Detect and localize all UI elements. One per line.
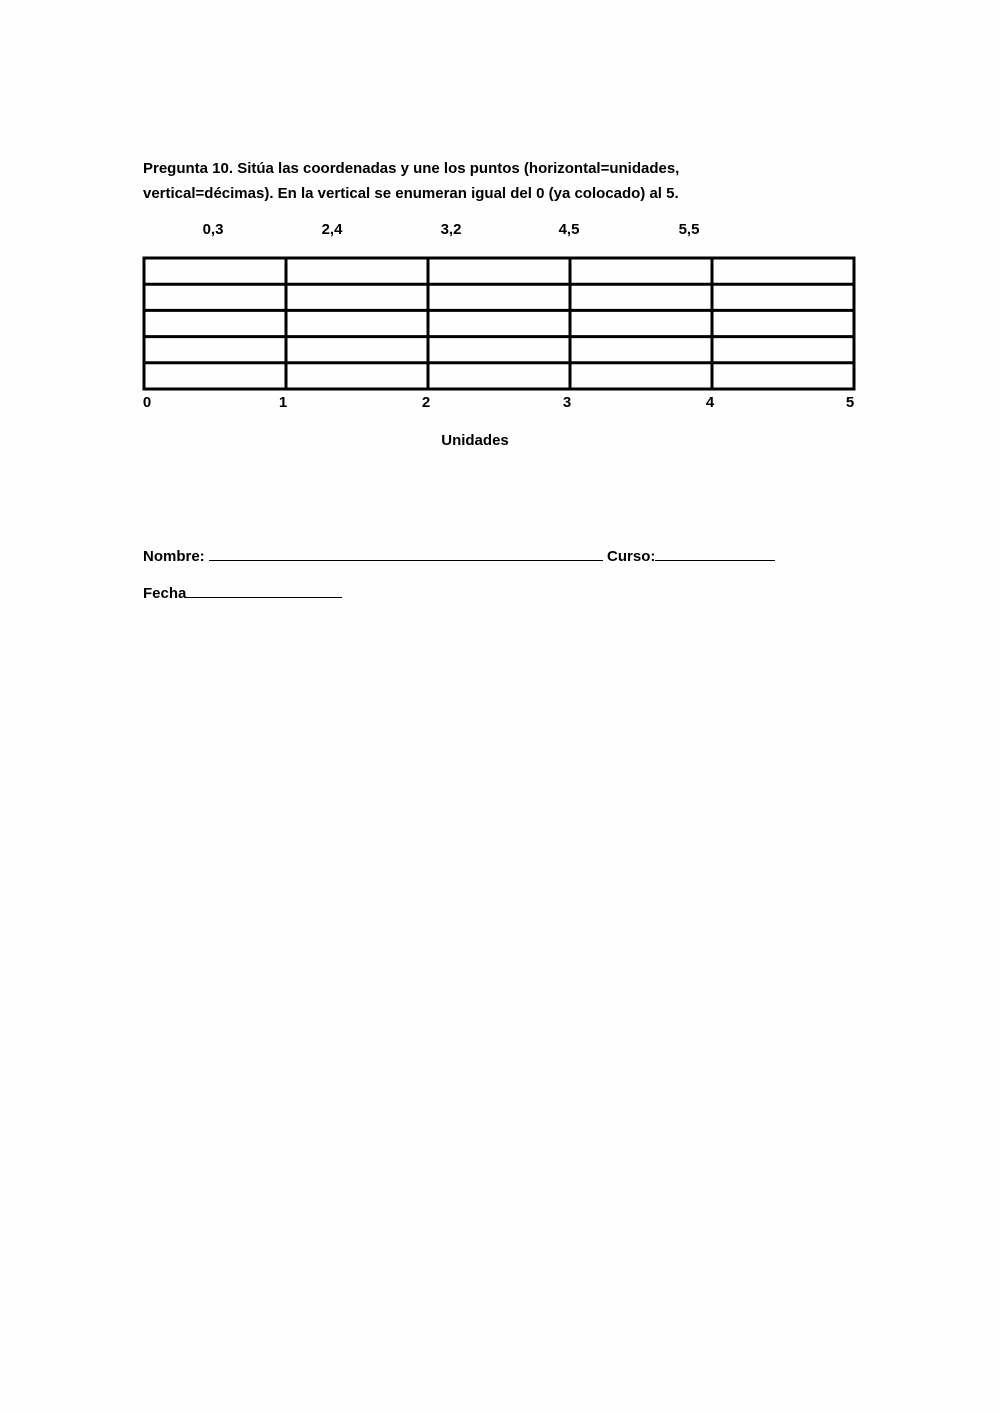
coordinate-label: 2,4 xyxy=(321,221,343,238)
coordinate-label: 4,5 xyxy=(558,221,580,238)
x-tick-label: 3 xyxy=(562,394,572,411)
instructions-line-2: vertical=décimas). En la vertical se enumeran igual del 0 (ya colocado) al 5. xyxy=(143,185,679,202)
coordinate-grid[interactable] xyxy=(0,0,1000,420)
nombre-field[interactable] xyxy=(209,545,603,561)
curso-field[interactable] xyxy=(655,545,775,561)
instructions-line-1: Pregunta 10. Sitúa las coordenadas y une los puntos (horizontal=unidades, xyxy=(143,160,680,177)
date-line xyxy=(143,582,342,602)
coordinate-label: 0,3 xyxy=(202,221,224,238)
coordinate-label: 3,2 xyxy=(440,221,462,238)
curso-label: Curso: xyxy=(607,548,656,565)
x-axis-title: Unidades xyxy=(441,432,509,449)
x-tick-label: 5 xyxy=(845,394,855,411)
fecha-field[interactable] xyxy=(186,582,342,598)
x-tick-label: 1 xyxy=(278,394,288,411)
coordinate-label: 5,5 xyxy=(678,221,700,238)
nombre-label: Nombre: xyxy=(143,548,205,565)
x-tick-label: 0 xyxy=(142,394,152,411)
x-tick-label: 4 xyxy=(705,394,715,411)
fecha-label: Fecha xyxy=(143,585,187,602)
x-tick-label: 2 xyxy=(421,394,431,411)
name-course-line xyxy=(143,545,775,565)
